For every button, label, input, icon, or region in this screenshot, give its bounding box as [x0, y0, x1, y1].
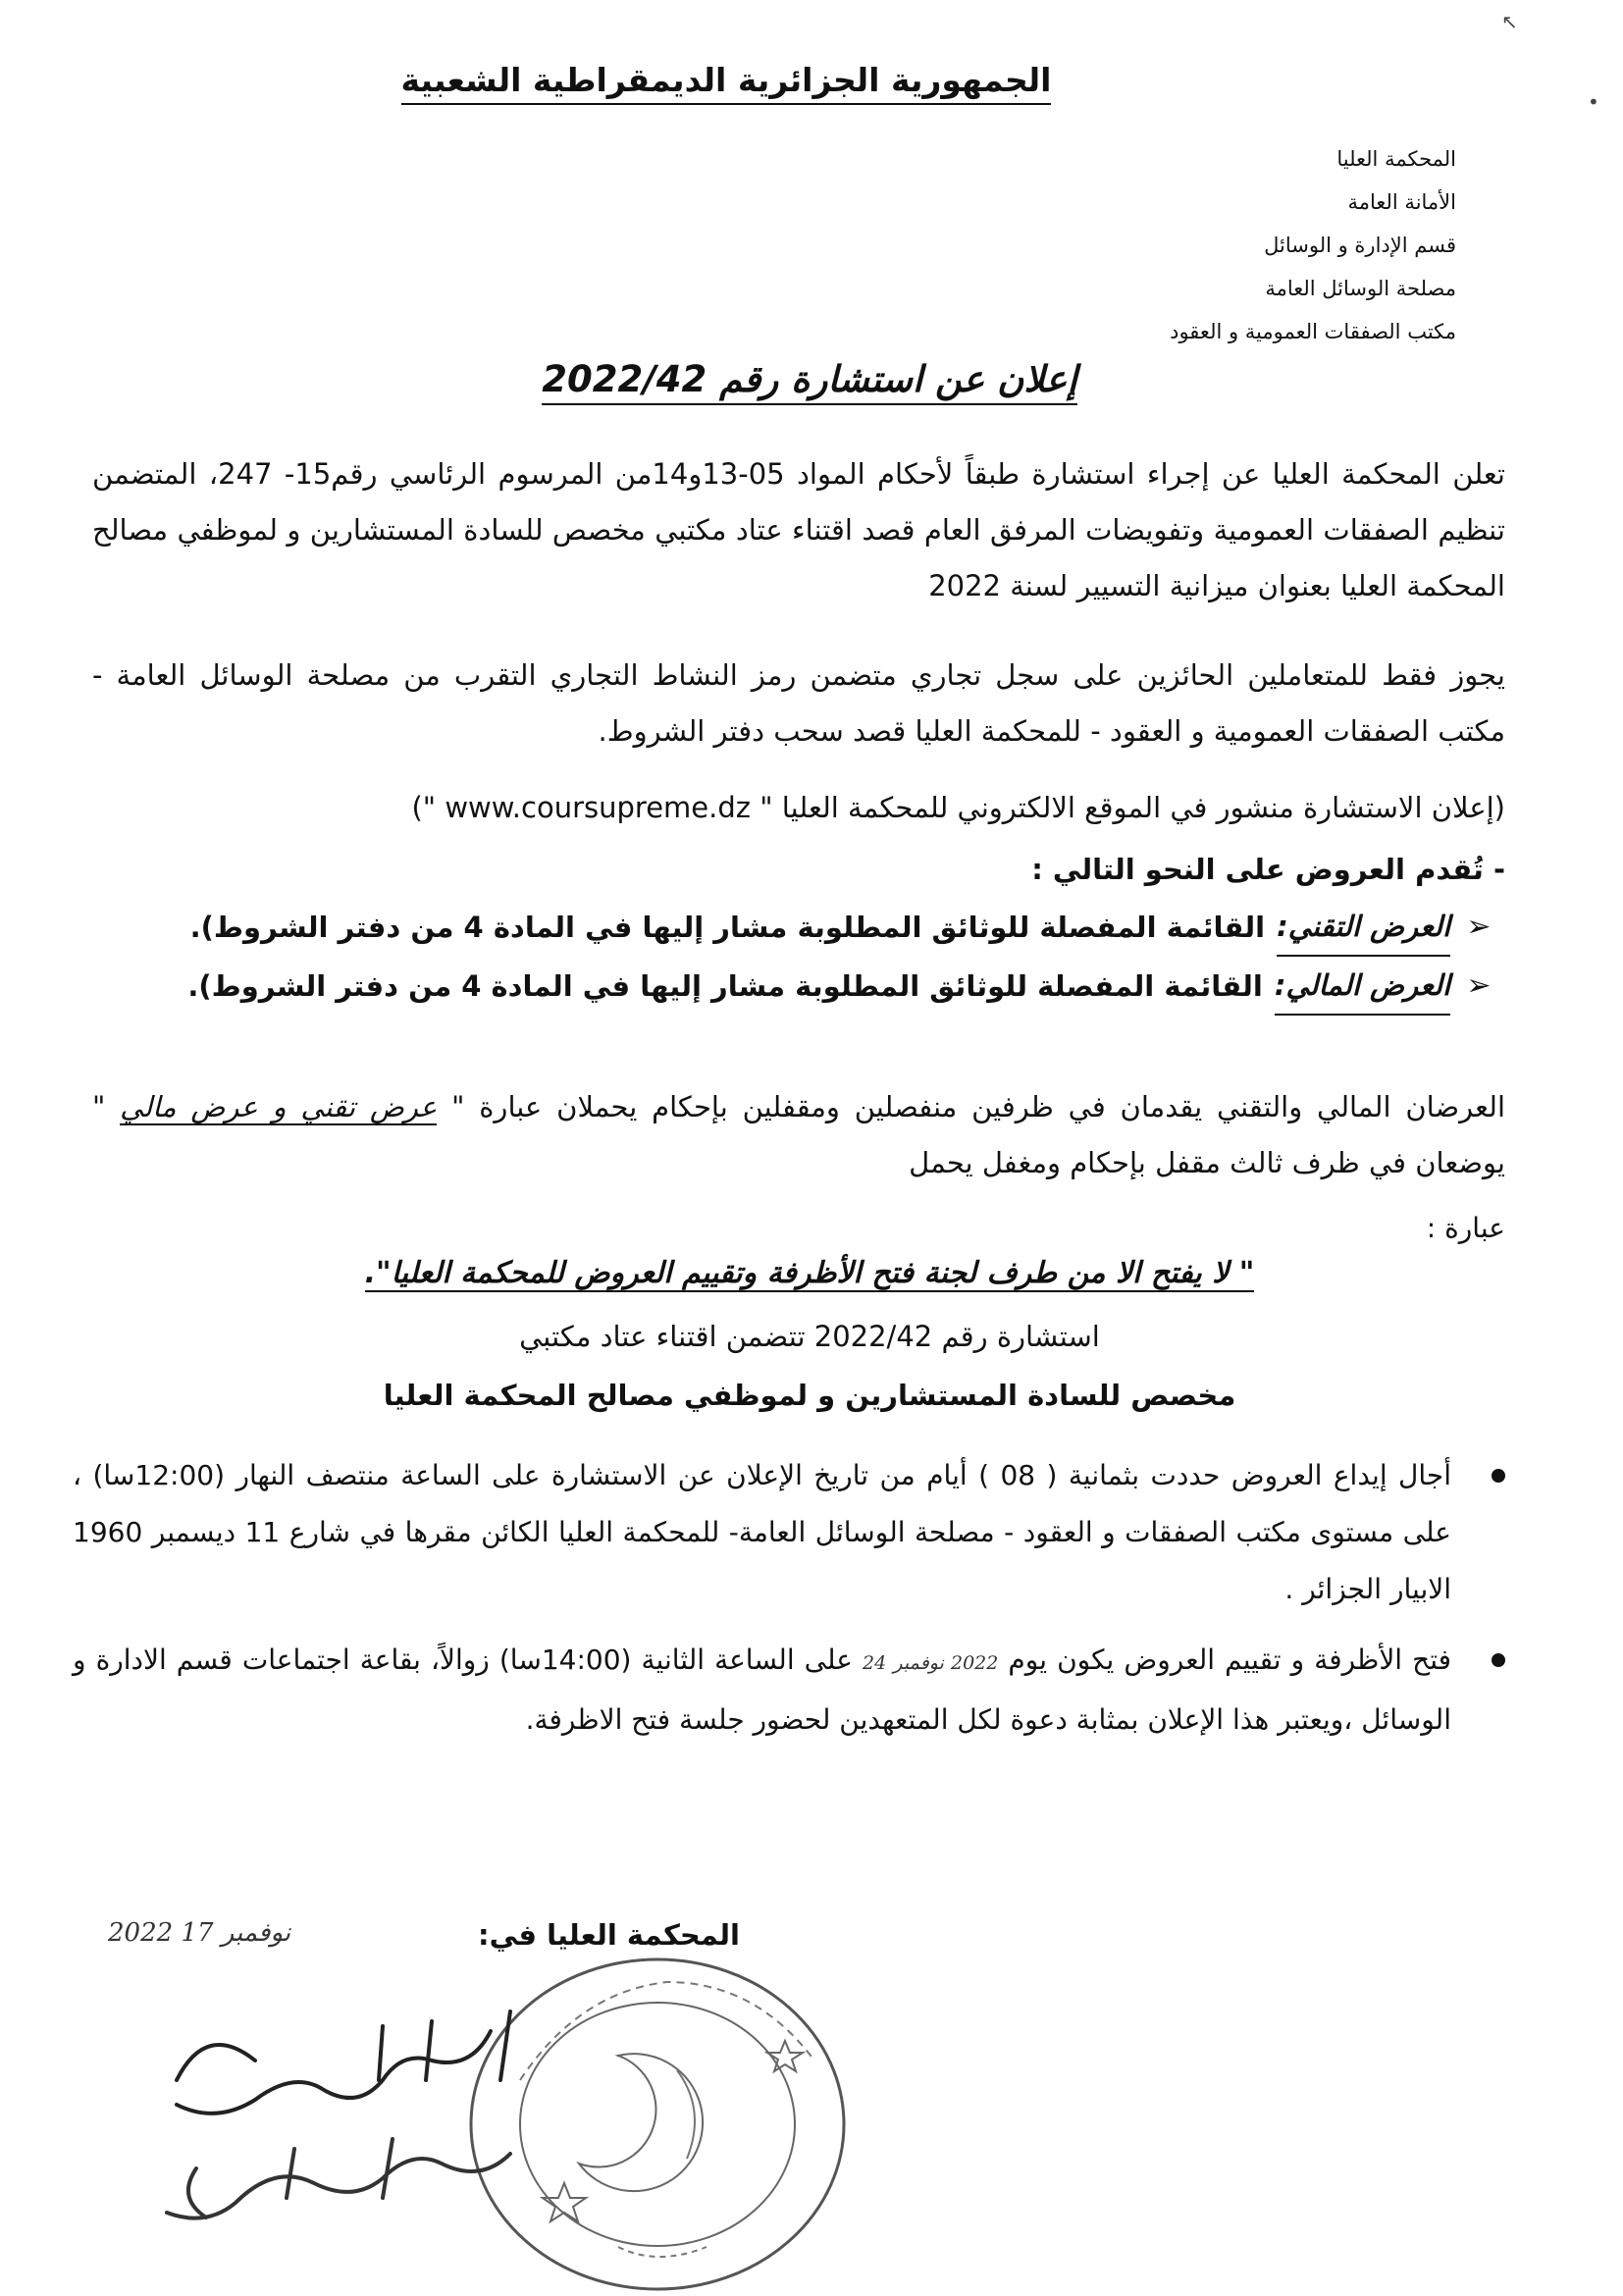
bullet-dot-icon	[1492, 1469, 1505, 1483]
opening-text-b: على الساعة الثانية (14:00سا) زوالاً، بقاعة اجتماعات قسم الادارة و الوسائل ،ويعتبر هذا الإعلان بمثابة دعوة لكل المتعهدين لحضور جلسة فتح الاظرفة.	[73, 1644, 1451, 1736]
envelopes-paragraph	[92, 1079, 1505, 1191]
offer-item-technical	[82, 898, 1495, 957]
consultation-line-1: استشارة رقم 2022/42 تتضمن اقتناء عتاد مكتبي	[519, 1320, 1100, 1353]
sender-block	[867, 137, 1456, 353]
envelopes-text-c: " يوضعان في ظرف ثالث مقفل بإحكام ومغفل يحمل	[92, 1090, 1505, 1179]
offer-item-financial	[82, 957, 1495, 1016]
scan-dot-icon: •	[1588, 90, 1599, 114]
offer-description: القائمة المفصلة للوثائق المطلوبة مشار إليها في المادة 4 من دفتر الشروط).	[189, 911, 1266, 944]
opening-bullet	[73, 1632, 1505, 1748]
deadlines-list	[73, 1447, 1505, 1762]
sender-line: مصلحة الوسائل العامة	[1265, 277, 1456, 300]
scan-mark-icon: ↖	[1501, 10, 1518, 33]
offers-list	[82, 898, 1495, 1016]
handwritten-date: 2022 نوفمبر 24	[863, 1652, 999, 1674]
handwritten-signing-date: 2022 نوفمبر 17	[108, 1918, 291, 1948]
arrow-bullet-icon: ➢	[1466, 910, 1492, 944]
offer-label: العرض المالي:	[1275, 957, 1450, 1016]
offer-label: العرض التقني:	[1277, 898, 1450, 957]
phrase-label: عبارة :	[1426, 1212, 1505, 1244]
website-notice: (إعلان الاستشارة منشور في الموقع الالكتروني للمحكمة العليا " www.coursupreme.dz ")	[411, 791, 1505, 824]
envelopes-text-a: العرضان المالي والتقني يقدمان في ظرفين منفصلين ومقفلين بإحكام يحملان عبارة "	[451, 1090, 1506, 1123]
eligibility-paragraph: يجوز فقط للمتعاملين الحائزين على سجل تجاري متضمن رمز النشاط التجاري التقرب من مصلحة الوسائل العامة - مكتب الصفقات العمومية و العقود - للمحكمة العليا قصد سحب دفتر الشروط.	[92, 658, 1505, 748]
envelopes-label: عرض تقني و عرض مالي	[120, 1090, 438, 1123]
sender-line: قسم الإدارة و الوسائل	[1264, 234, 1456, 257]
republic-header: الجمهورية الجزائرية الديمقراطية الشعبية	[294, 61, 1158, 99]
opening-text-a: فتح الأظرفة و تقييم العروض يكون يوم	[1008, 1644, 1452, 1676]
intro-paragraph: تعلن المحكمة العليا عن إجراء استشارة طبقاً لأحكام المواد 05-13و14من المرسوم الرئاسي رقم15- 247، المتضمن تنظيم الصفقات العمومية وتفويضات المرفق العام قصد اقتناء عتاد مكتبي مخصص للسادة المستشارين و لموظفي مصالح المحكمة العليا بعنوان ميزانية التسيير لسنة 2022	[92, 457, 1505, 602]
sender-line: المحكمة العليا	[1336, 147, 1456, 171]
sender-line: الأمانة العامة	[1347, 190, 1456, 214]
document-title: إعلان عن استشارة رقم 2022/42	[393, 358, 1227, 400]
place-label: المحكمة العليا في:	[478, 1918, 740, 1952]
envelope-quote: " لا يفتح الا من طرف لجنة فتح الأظرفة وتقييم العروض للمحكمة العليا".	[364, 1256, 1255, 1290]
arrow-bullet-icon: ➢	[1466, 968, 1492, 1003]
offers-heading: - تُقدم العروض على النحو التالي :	[1031, 853, 1505, 886]
sender-line: مكتب الصفقات العمومية و العقود	[1170, 320, 1456, 343]
bullet-dot-icon	[1492, 1653, 1505, 1667]
offer-description: القائمة المفصلة للوثائق المطلوبة مشار إليها في المادة 4 من دفتر الشروط).	[187, 969, 1263, 1003]
handwritten-signature	[137, 1992, 530, 2247]
consultation-line-2: مخصص للسادة المستشارين و لموظفي مصالح المحكمة العليا	[383, 1379, 1236, 1412]
deadline-bullet: أجال إيداع العروض حددت بثمانية ( 08 ) أيام من تاريخ الإعلان عن الاستشارة على الساعة منتصف النهار (12:00سا) ، على مستوى مكتب الصفقات و العقود - مصلحة الوسائل العامة- للمحكمة العليا الكائن مقرها في شارع 11 ديسمبر 1960 الابيار الجزائر .	[73, 1447, 1505, 1618]
